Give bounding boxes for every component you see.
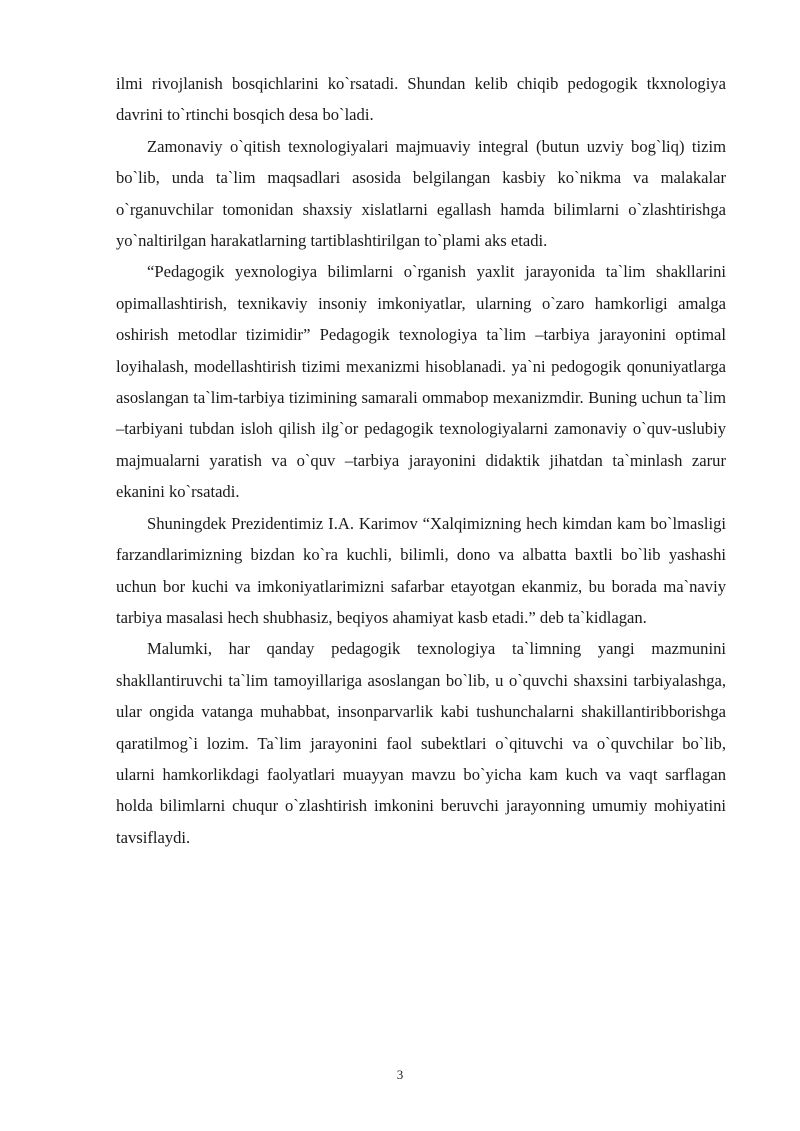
- paragraph-2: Zamonaviy o`qitish texnologiyalari majmuaviy integral (butun uzviy bog`liq) tizim bo`lib, unda ta`lim maqsadlari asosida belgilangan kasbiy ko`nikma va malakalar o`rganuvchilar tomonidan shaxsiy xislatlarni egallash hamda bilimlarni o`zlashtirishga yo`naltirilgan harakatlarning tartiblashtirilgan to`plami aks etadi.: [116, 136, 726, 251]
- body-text: [116, 68, 726, 853]
- paragraph-1: ilmi rivojlanish bosqichlarini ko`rsatadi. Shundan kelib chiqib pedogogik tkxnologiya davrini to`rtinchi bosqich desa bo`ladi.: [116, 74, 726, 125]
- paragraph-5: Malumki, har qanday pedagogik texnologiya ta`limning yangi mazmunini shakllantiruvchi ta`lim tamoyillariga asoslangan bo`lib, u o`quvchi shaxsini tarbiyalashga, ular ongida vatanga muhabbat, insonparvarlik kabi tushunchalarni shakillantiribborishga qaratilmog`i lozim. Ta`lim jarayonini faol subektlari o`qituvchi va o`quvchilar bo`lib, ularni hamkorlikdagi faolyatlari muayyan mavzu bo`yicha kam kuch va vaqt sarflagan holda bilimlarni chuqur o`zlashtirish imkonini beruvchi jarayonning umumiy mohiyatini tavsiflaydi.: [116, 639, 726, 847]
- paragraph-3: “Pedagogik yexnologiya bilimlarni o`rganish yaxlit jarayonida ta`lim shakllarini opimallashtirish, texnikaviy insoniy imkoniyatlar, ularning o`zaro hamkorligi amalga oshirish metodlar tizimidir” Pedagogik texnologiya ta`lim –tarbiya jarayonini optimal loyihalash, modellashtirish tizimi mexanizmi hisoblanadi. ya`ni pedogogik qonuniyatlarga asoslangan ta`lim-tarbiya tizimining samarali ommabop mexanizmdir. Buning uchun ta`lim –tarbiyani tubdan isloh qilish ilg`or pedagogik texnologiyalarni zamonaviy o`quv-uslubiy majmualarni yaratish va o`quv –tarbiya jarayonini didaktik jihatdan ta`minlash zarur ekanini ko`rsatadi.: [116, 262, 726, 502]
- paragraph-4: Shuningdek Prezidentimiz I.A. Karimov “Xalqimizning hech kimdan kam bo`lmasligi farzandlarimizning bizdan ko`ra kuchli, bilimli, dono va albatta baxtli bo`lib yashashi uchun bor kuchi va imkoniyatlarimizni safarbar etayotgan ekanmiz, bu borada ma`naviy tarbiya masalasi hech shubhasiz, beqiyos ahamiyat kasb etadi.” deb ta`kidlagan.: [116, 513, 726, 627]
- page-number: 3: [396, 1067, 404, 1082]
